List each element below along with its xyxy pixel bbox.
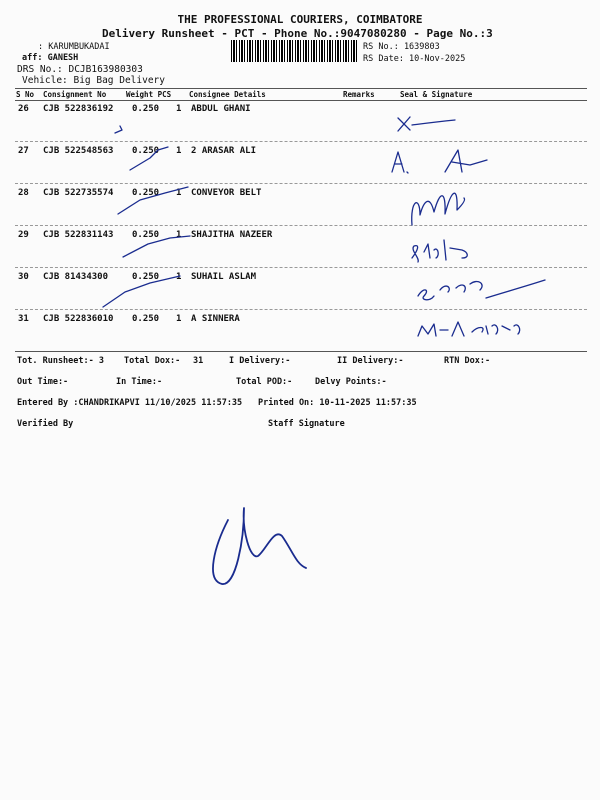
row-sno: 28 — [18, 188, 29, 198]
staff-signature-label: Staff Signature — [268, 419, 345, 429]
col-sno: S No — [16, 90, 35, 99]
runsheet-title: Delivery Runsheet - PCT - Phone No.:9047080280 - Page No.:3 — [102, 27, 493, 40]
drs-number: DRS No.: DCJB163980303 — [17, 64, 143, 75]
signature-icon — [392, 150, 487, 173]
ii-delivery: II Delivery:- — [337, 356, 404, 366]
entered-by: Entered By :CHANDRIKAPVI 11/10/2025 11:57:35 — [17, 398, 243, 408]
col-remarks: Remarks — [343, 90, 375, 99]
row-pcs: 1 — [176, 104, 182, 114]
row-weight: 0.250 — [132, 314, 160, 324]
row-weight: 0.250 — [132, 188, 160, 198]
row-consignment: CJB 522836010 — [43, 314, 114, 324]
row-weight: 0.250 — [132, 272, 160, 282]
signature-icon — [398, 117, 455, 131]
rs-number: RS No.: 1639803 — [363, 42, 440, 52]
total-dox-label: Total Dox:- — [124, 356, 181, 366]
row-sno: 26 — [18, 104, 29, 114]
company-title: THE PROFESSIONAL COURIERS, COIMBATORE — [177, 13, 423, 26]
vehicle-label: Vehicle: Big Bag Delivery — [22, 75, 165, 86]
row-sno: 31 — [18, 314, 29, 324]
verified-by: Verified By — [17, 419, 74, 429]
row-weight: 0.250 — [132, 104, 160, 114]
out-time: Out Time:- — [17, 377, 69, 387]
total-pod: Total POD:- — [236, 377, 293, 387]
in-time: In Time:- — [116, 377, 163, 387]
row-consignee: SHAJITHA NAZEER — [191, 230, 273, 240]
col-weight-pcs: Weight PCS — [126, 90, 172, 99]
row-weight: 0.250 — [132, 230, 160, 240]
area-label: : KARUMBUKADAI — [38, 42, 110, 52]
row-sno: 27 — [18, 146, 29, 156]
row-pcs: 1 — [176, 188, 182, 198]
row-pcs: 1 — [176, 146, 182, 156]
tick-mark-icon — [118, 187, 188, 214]
tick-mark-icon — [115, 126, 122, 133]
signature-icon — [418, 280, 545, 300]
row-consignee: 2 ARASAR ALI — [191, 146, 257, 156]
total-dox-value: 31 — [193, 356, 204, 366]
delvy-points: Delvy Points:- — [315, 377, 387, 387]
row-sno: 29 — [18, 230, 29, 240]
row-consignment: CJB 522548563 — [43, 146, 114, 156]
col-seal-signature: Seal & Signature — [400, 90, 473, 99]
rs-date: RS Date: 10-Nov-2025 — [363, 54, 466, 64]
row-consignee: SUHAIL ASLAM — [191, 272, 257, 282]
row-pcs: 1 — [176, 272, 182, 282]
printed-on: Printed On: 10-11-2025 11:57:35 — [258, 398, 417, 408]
row-pcs: 1 — [176, 230, 182, 240]
i-delivery: I Delivery:- — [229, 356, 291, 366]
row-sno: 30 — [18, 272, 29, 282]
tot-runsheet: Tot. Runsheet:- 3 — [17, 356, 104, 366]
row-consignment: CJB 81434300 — [43, 272, 109, 282]
row-consignment: CJB 522836192 — [43, 104, 114, 114]
row-consignment: CJB 522831143 — [43, 230, 114, 240]
tick-mark-icon — [103, 276, 180, 307]
row-consignee: CONVEYOR BELT — [191, 188, 262, 198]
row-consignee: ABDUL GHANI — [191, 104, 251, 114]
tick-mark-icon — [130, 147, 168, 170]
tick-mark-icon — [123, 236, 190, 257]
staff-signature-icon — [213, 508, 306, 584]
row-pcs: 1 — [176, 314, 182, 324]
row-consignment: CJB 522735574 — [43, 188, 114, 198]
rtn-dox: RTN Dox:- — [444, 356, 491, 366]
col-consignment: Consignment No — [43, 90, 107, 99]
signature-icon — [412, 193, 465, 225]
staff-label: aff: GANESH — [22, 53, 79, 63]
signature-icon — [412, 240, 467, 262]
col-consignee: Consignee Details — [189, 90, 266, 99]
signature-icon — [418, 322, 520, 336]
row-consignee: A SINNERA — [191, 314, 240, 324]
row-weight: 0.250 — [132, 146, 160, 156]
